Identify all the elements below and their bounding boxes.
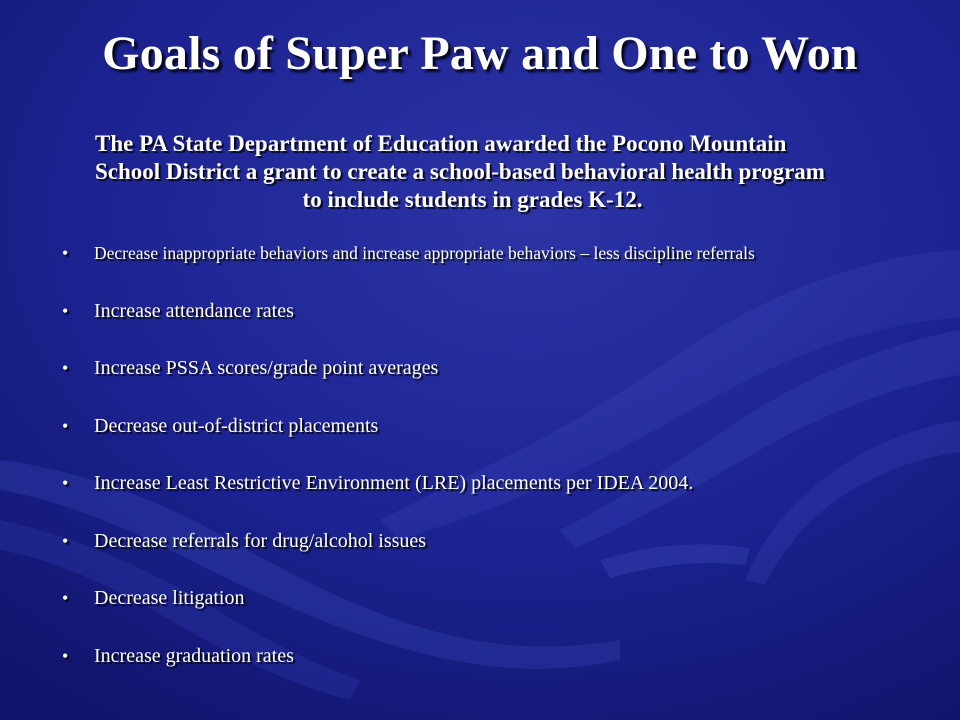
list-item <box>62 355 942 413</box>
list-item-text: Increase graduation rates <box>94 644 294 667</box>
intro-line-2: School District a grant to create a school-based behavioral health program <box>95 159 825 184</box>
list-item <box>62 528 942 586</box>
bullet-icon: • <box>62 358 69 378</box>
intro-line-1: The PA State Department of Education awarded the Pocono Mountain <box>95 131 787 156</box>
bullet-icon: • <box>62 588 69 608</box>
bullet-icon: • <box>62 300 69 321</box>
bullet-icon: • <box>62 415 69 436</box>
slide-title: Goals of Super Paw and One to Won <box>102 27 858 80</box>
list-item <box>62 240 942 298</box>
list-item-text: Decrease out-of-district placements <box>94 414 379 437</box>
list-item-text: Decrease referrals for drug/alcohol issues <box>94 529 427 552</box>
list-item-text: Increase PSSA scores/grade point averages <box>94 357 439 379</box>
intro-paragraph <box>95 130 945 214</box>
list-item-text: Decrease inappropriate behaviors and increase appropriate behaviors – less discipline referrals <box>94 243 755 263</box>
bullet-icon: • <box>62 645 69 666</box>
list-item <box>62 413 942 471</box>
list-item-text: Decrease litigation <box>94 587 245 609</box>
list-item <box>62 298 942 356</box>
list-item-text: Increase Least Restrictive Environment (LRE) placements per IDEA 2004. <box>94 472 694 494</box>
goals-list <box>62 240 942 700</box>
list-item <box>62 643 942 701</box>
bullet-icon: • <box>62 243 69 263</box>
list-item <box>62 470 942 528</box>
list-item <box>62 585 942 643</box>
intro-line-3: to include students in grades K-12. <box>302 187 643 212</box>
list-item-text: Increase attendance rates <box>94 299 294 322</box>
bullet-icon: • <box>62 473 69 493</box>
bullet-icon: • <box>62 530 69 551</box>
